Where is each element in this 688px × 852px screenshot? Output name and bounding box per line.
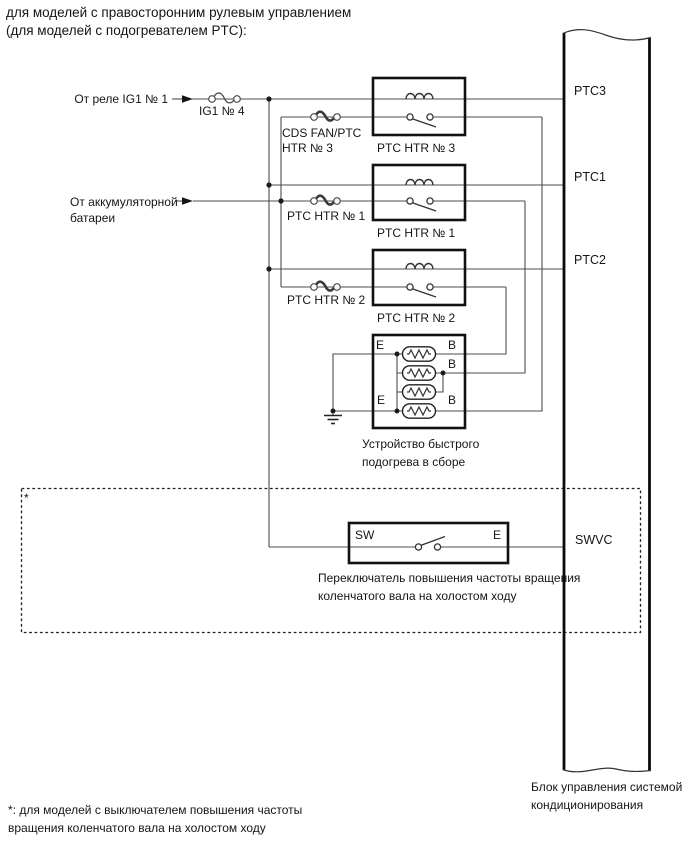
switch-icon [415,537,445,551]
terminal-ptc1: PTC1 [574,170,606,184]
diagram-title-line1: для моделей с правосторонним рулевым управлением [6,5,352,20]
relay-ptc-htr3-label: PTC HTR № 3 [377,141,456,155]
diagram-title-line2: (для моделей с подогревателем PTC): [6,23,247,38]
heater-terminal-e-top: E [376,338,385,352]
fuse-ig1-4-label: IG1 № 4 [199,104,245,118]
relay-ptc-htr1-box [373,165,465,220]
coil-icon [406,264,433,270]
idle-switch-terminal-sw: SW [355,528,375,542]
junction-dot [331,409,336,414]
wire-heater-left-bus [397,354,403,411]
break-wave-top [563,30,651,40]
flow-arrows [172,95,193,205]
wire-heater-right-link [435,373,443,392]
relay-ptc-htr2-label: PTC HTR № 2 [377,311,456,325]
heater-terminal-b-bottom: B [448,393,457,407]
fuse-ig1-4-icon [209,93,241,103]
relay-ptc-htr1-label: PTC HTR № 1 [377,226,456,240]
junction-dot [266,96,271,101]
junction-dot [441,371,446,376]
junction-dot [395,409,400,414]
labels [6,5,682,835]
break-wave-bottom [563,768,651,772]
footnote-line2: вращения коленчатого вала на холостом ходу [8,821,266,835]
junction-dot [266,182,271,187]
footnote-line1: *: для моделей с выключателем повышения частоты [8,803,303,817]
control-unit-caption-line1: Блок управления системой [531,780,683,794]
switch-icon [407,114,436,127]
arrow-right-icon [182,197,193,205]
relay-boxes [373,78,465,305]
relay-ptc-htr3-box [373,78,465,135]
fuse-ptc-htr1-icon [311,196,341,205]
coil-icon [406,94,433,100]
fuse-cds-label-line1: CDS FAN/PTC [282,126,362,140]
fuses-symbols [209,93,341,291]
junction-dot [395,352,400,357]
source-battery-label-line1: От аккумуляторной [70,195,178,209]
heater-caption-line1: Устройство быстрого [362,437,480,451]
ground-icon [324,416,342,424]
coil-icon [406,180,433,186]
source-battery-label-line2: батареи [70,211,116,225]
switch-icon [407,198,436,211]
heater-terminal-e-bottom: E [377,393,386,407]
relay-ptc-htr2-box [373,250,465,305]
heater-caption-line2: подогрева в сборе [362,455,466,469]
junction-dot [278,198,283,203]
idle-switch-caption-line2: коленчатого вала на холостом ходу [318,589,517,603]
fuse-ptc-htr2-label: PTC HTR № 2 [287,293,366,307]
fuse-cds-label-line2: HTR № 3 [282,141,333,155]
ac-control-unit [563,30,651,772]
heater-terminal-b-mid: B [448,357,457,371]
terminal-swvc: SWVC [575,533,613,547]
switch-icon [407,284,436,297]
idle-switch-terminal-e: E [492,528,501,542]
arrow-right-icon [182,95,193,103]
fuse-ptc-htr1-label: PTC HTR № 1 [287,209,366,223]
terminal-ptc2: PTC2 [574,253,606,267]
fuse-ptc-htr2-icon [311,282,341,291]
heater-terminal-b-top: B [448,338,457,352]
quick-heater-assembly [324,335,465,428]
fuse-cds-fan-ptc-htr3-icon [311,112,341,121]
option-asterisk: * [24,491,29,505]
wire-element1-to-ground [333,354,403,415]
source-ig1-label: От реле IG1 № 1 [74,92,168,106]
idle-up-option-area [22,489,641,633]
control-unit-caption-line2: кондиционирования [531,798,644,812]
terminal-ptc3: PTC3 [574,84,606,98]
idle-switch-caption-line1: Переключатель повышения частоты вращения [318,571,581,585]
dashed-option-box [22,489,641,633]
junction-dot [266,266,271,271]
